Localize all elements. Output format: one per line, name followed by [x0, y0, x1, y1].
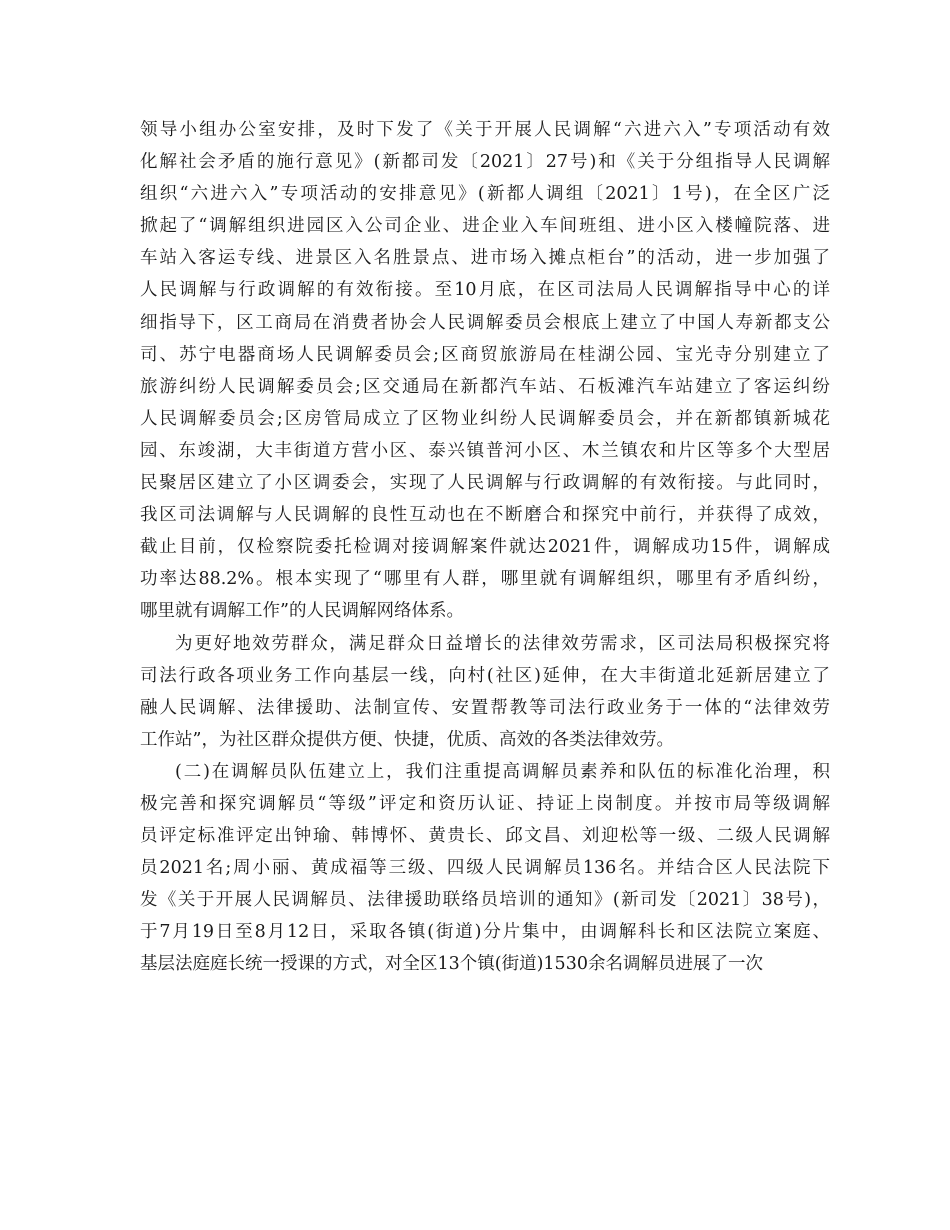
text-line: (二)在调解员队伍建立上，我们注重提高调解员素养和队伍的标准化治理，积: [175, 761, 830, 782]
text-line: 员评定标准评定出钟瑜、韩博怀、黄贵长、邱文昌、刘迎松等一级、二级人民调解: [140, 826, 830, 847]
text-line: 截止目前，仅检察院委托检调对接调解案件就达2021件，调解成功15件，调解成: [140, 537, 830, 558]
text-line: 民聚居区建立了小区调委会，实现了人民调解与行政调解的有效衔接。与此同时，: [140, 473, 830, 494]
text-line: 为更好地效劳群众，满足群众日益增长的法律效劳需求，区司法局积极探究将: [175, 633, 830, 654]
paragraph: [140, 114, 830, 628]
text-line: 人民调解与行政调解的有效衔接。至10月底，在区司法局人民调解指导中心的详: [140, 280, 830, 301]
text-line: 司、苏宁电器商场人民调解委员会;区商贸旅游局在桂湖公园、宝光寺分别建立了: [140, 344, 830, 365]
paragraph: [140, 628, 830, 756]
text-line: 人民调解委员会;区房管局成立了区物业纠纷人民调解委员会，并在新都镇新城花: [140, 408, 830, 429]
text-line: 细指导下，区工商局在消费者协会人民调解委员会根底上建立了中国人寿新都支公: [140, 312, 830, 333]
text-line: 工作站”，为社区群众提供方便、快捷，优质、高效的各类法律效劳。: [140, 729, 674, 750]
text-line: 司法行政各项业务工作向基层一线，向村(社区)延伸，在大丰街道北延新居建立了: [140, 665, 830, 686]
text-line: 车站入客运专线、进景区入名胜景点、进市场入摊点柜台”的活动，进一步加强了: [140, 248, 830, 269]
text-line: 园、东竣湖，大丰街道方营小区、泰兴镇普河小区、木兰镇农和片区等多个大型居: [140, 440, 830, 461]
text-line: 组织“六进六入”专项活动的安排意见》(新都人调组〔2021〕1号)，在全区广泛: [140, 184, 830, 205]
text-line: 基层法庭庭长统一授课的方式，对全区13个镇(街道)1530余名调解员进展了一次: [140, 954, 763, 975]
paragraph: [140, 756, 830, 981]
text-line: 极完善和探究调解员“等级”评定和资历认证、持证上岗制度。并按市局等级调解: [140, 793, 830, 814]
document-body: [140, 114, 830, 981]
text-line: 于7月19日至8月12日，采取各镇(街道)分片集中，由调解科长和区法院立案庭、: [140, 922, 830, 943]
text-line: 发《关于开展人民调解员、法律援助联络员培训的通知》(新司发〔2021〕38号)，: [140, 890, 830, 911]
text-line: 领导小组办公室安排，及时下发了《关于开展人民调解“六进六入”专项活动有效: [140, 120, 830, 140]
text-line: 功率达88.2%。根本实现了“哪里有人群，哪里就有调解组织，哪里有矛盾纠纷，: [140, 569, 830, 590]
text-line: 融人民调解、法律援助、法制宣传、安置帮教等司法行政业务于一体的“法律效劳: [140, 697, 830, 718]
text-line: 员2021名;周小丽、黄成福等三级、四级人民调解员136名。并结合区人民法院下: [140, 858, 830, 879]
text-line: 掀起了“调解组织进园区入公司企业、进企业入车间班组、进小区入楼幢院落、进: [140, 216, 830, 237]
text-line: 化解社会矛盾的施行意见》(新都司发〔2021〕27号)和《关于分组指导人民调解: [140, 152, 830, 173]
text-line: 我区司法调解与人民调解的良性互动也在不断磨合和探究中前行，并获得了成效，: [140, 505, 830, 526]
text-line: 旅游纠纷人民调解委员会;区交通局在新都汽车站、石板滩汽车站建立了客运纠纷: [140, 376, 830, 397]
text-line: 哪里就有调解工作”的人民调解网络体系。: [140, 601, 464, 622]
